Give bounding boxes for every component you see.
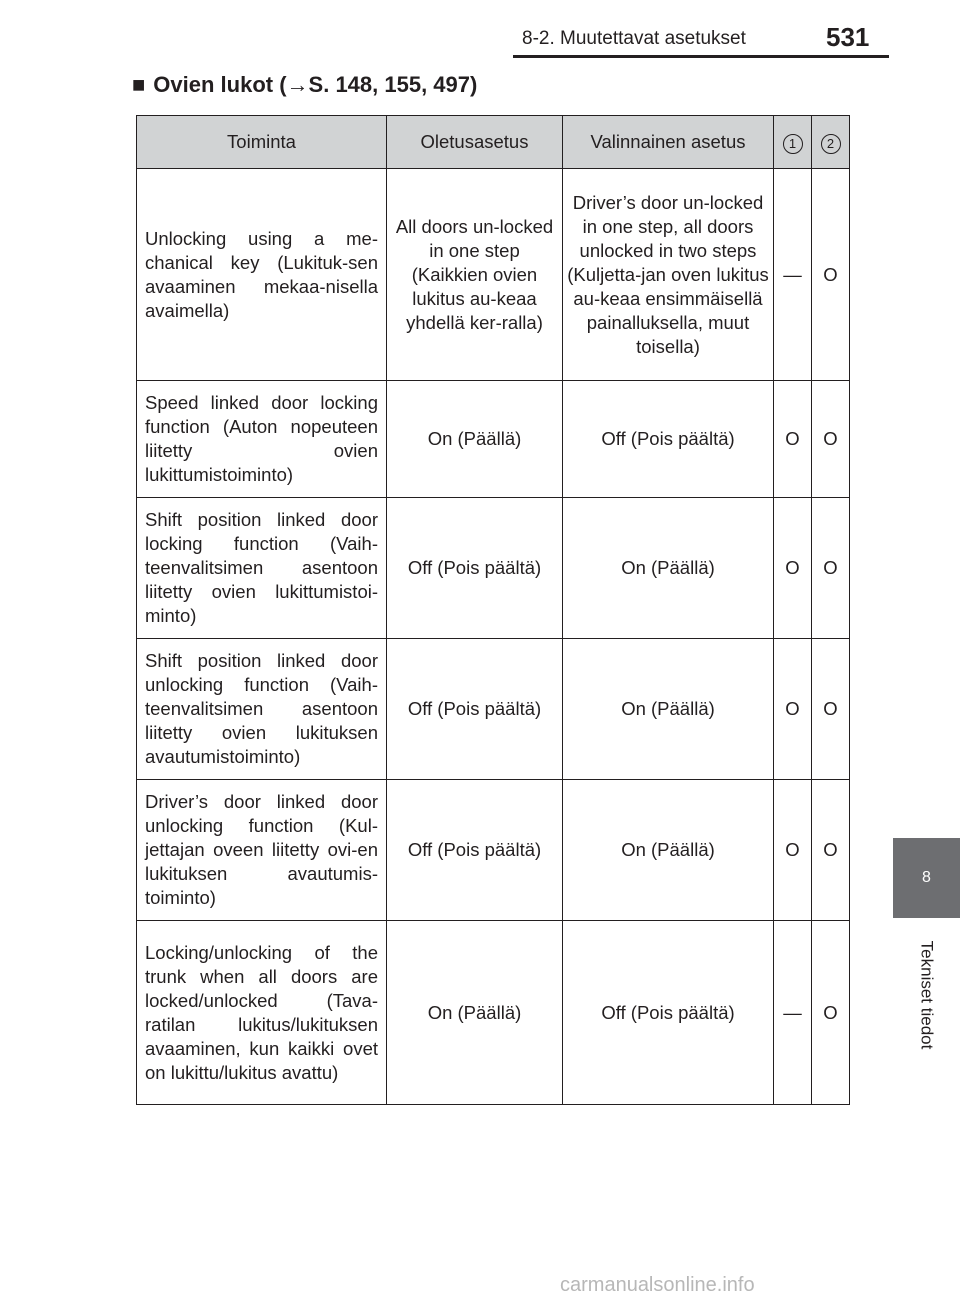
function-cell: Driver’s door linked door unlocking function (Kul-jettajan oveen liitetty ovi-en lukituksen avautumis-toiminto) — [137, 780, 387, 921]
optional-cell: Off (Pois päältä) — [563, 381, 774, 498]
page-header — [0, 0, 960, 60]
col-2-cell: O — [812, 498, 850, 639]
header-function: Toiminta — [137, 116, 387, 169]
col-1-cell: — — [774, 921, 812, 1105]
header-default: Oletusasetus — [387, 116, 563, 169]
table-header-row — [137, 116, 850, 169]
col-1-cell: O — [774, 780, 812, 921]
header-divider — [513, 55, 889, 58]
function-cell: Locking/unlocking of the trunk when all doors are locked/unlocked (Tava-ratilan lukitus/lukituksen avaaminen, kun kaikki ovet on lukittu/lukitus avattu) — [137, 921, 387, 1105]
optional-cell: On (Päällä) — [563, 639, 774, 780]
function-cell: Shift position linked door unlocking function (Vaih-teenvalitsimen asentoon liitetty ovien lukituksen avautumistoiminto) — [137, 639, 387, 780]
optional-cell: On (Päällä) — [563, 780, 774, 921]
col-2-cell: O — [812, 921, 850, 1105]
col-1-cell: O — [774, 498, 812, 639]
default-cell: Off (Pois päältä) — [387, 639, 563, 780]
chapter-number: 8 — [922, 869, 931, 886]
table-row — [137, 921, 850, 1105]
circled-2-icon: 2 — [821, 134, 841, 154]
col-2-cell: O — [812, 639, 850, 780]
default-cell: On (Päällä) — [387, 381, 563, 498]
table-row — [137, 169, 850, 381]
col-2-cell: O — [812, 780, 850, 921]
square-bullet-icon: ■ — [132, 72, 146, 97]
col-1-cell: — — [774, 169, 812, 381]
table-row — [137, 381, 850, 498]
function-cell: Shift position linked door locking function (Vaih-teenvalitsimen asentoon liitetty ovien lukittumistoi-minto) — [137, 498, 387, 639]
default-cell: On (Päällä) — [387, 921, 563, 1105]
chapter-label — [893, 925, 960, 1065]
watermark: carmanualsonline.info — [560, 1274, 755, 1296]
section-title-start: Ovien lukot ( — [153, 72, 287, 97]
col-2-cell: O — [812, 169, 850, 381]
circled-1-icon: 1 — [783, 134, 803, 154]
header-col-1 — [774, 116, 812, 169]
optional-cell: Off (Pois päältä) — [563, 921, 774, 1105]
page-number: 531 — [826, 22, 870, 52]
default-cell: Off (Pois päältä) — [387, 780, 563, 921]
chapter-title: Tekniset tiedot — [917, 940, 937, 1050]
col-2-cell: O — [812, 381, 850, 498]
section-heading: 8-2. Muutettavat asetukset — [522, 28, 746, 49]
section-title — [132, 72, 477, 98]
optional-cell: Driver’s door un-locked in one step, all doors unlocked in two steps (Kuljetta-jan oven lukitus au-keaa ensimmäisellä painalluksella, muut toisella) — [563, 169, 774, 381]
default-cell: Off (Pois päältä) — [387, 498, 563, 639]
table-row — [137, 498, 850, 639]
col-1-cell: O — [774, 639, 812, 780]
settings-table — [136, 115, 850, 1105]
default-cell: All doors un-locked in one step (Kaikkien ovien lukitus au-keaa yhdellä ker-ralla) — [387, 169, 563, 381]
header-col-2 — [812, 116, 850, 169]
function-cell: Unlocking using a me-chanical key (Lukituk-sen avaaminen mekaa-nisella avaimella) — [137, 169, 387, 381]
function-cell: Speed linked door locking function (Auton nopeuteen liitetty ovien lukittumistoiminto) — [137, 381, 387, 498]
section-title-refs: S. 148, 155, 497) — [308, 72, 478, 97]
table-row — [137, 780, 850, 921]
optional-cell: On (Päällä) — [563, 498, 774, 639]
chapter-tab — [893, 838, 960, 918]
header-optional: Valinnainen asetus — [563, 116, 774, 169]
col-1-cell: O — [774, 381, 812, 498]
table-row — [137, 639, 850, 780]
arrow-icon: → — [286, 72, 309, 97]
